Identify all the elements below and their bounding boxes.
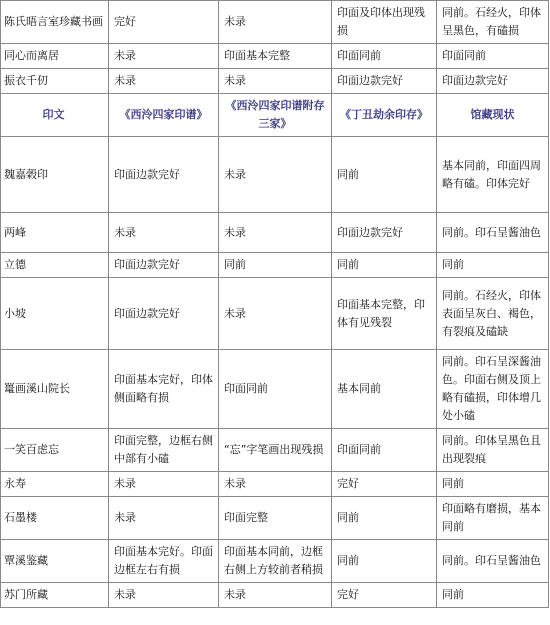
table-cell: 苏门所藏 — [1, 583, 109, 608]
table-cell: 印面完整 — [219, 497, 332, 540]
table-cell: 同前 — [437, 253, 549, 278]
header-row — [1, 94, 549, 137]
header-cell: 《西泠四家印谱附存三家》 — [219, 94, 332, 137]
table-cell: 基本同前，印面四周略有磕。印体完好 — [437, 137, 549, 213]
table-cell: 未录 — [109, 472, 219, 497]
table-cell: 同前 — [332, 540, 437, 583]
table-row — [1, 44, 549, 69]
table-cell: 永寿 — [1, 472, 109, 497]
table-cell: 完好 — [332, 583, 437, 608]
table-cell: 未录 — [219, 583, 332, 608]
table-row — [1, 497, 549, 540]
table-cell: 未录 — [219, 472, 332, 497]
table-cell: 同前 — [332, 253, 437, 278]
table-cell: 印面边款完好 — [332, 213, 437, 253]
table-cell: 印面基本完好，印体侧面略有损 — [109, 350, 219, 429]
table-cell: 魏嘉榖印 — [1, 137, 109, 213]
table-cell: 同前。印石呈酱油色 — [437, 540, 549, 583]
table-cell: 印面基本同前，边框右侧上方较前者稍损 — [219, 540, 332, 583]
table-cell: 未录 — [109, 69, 219, 94]
table-row — [1, 69, 549, 94]
table-cell: “忘”字笔画出现残损 — [219, 429, 332, 472]
table-cell: 印面边款完好 — [332, 69, 437, 94]
table-cell: 同前 — [437, 583, 549, 608]
table-cell: 印面同前 — [219, 350, 332, 429]
table-cell: 石墨楼 — [1, 497, 109, 540]
table-cell: 完好 — [332, 472, 437, 497]
table-row — [1, 583, 549, 608]
table-cell: 未录 — [219, 213, 332, 253]
header-cell: 《丁丑劫余印存》 — [332, 94, 437, 137]
table-row — [1, 472, 549, 497]
table-cell: 完好 — [109, 1, 219, 44]
table-cell: 未录 — [109, 583, 219, 608]
table-cell: 未录 — [109, 213, 219, 253]
table-cell: 印面基本完整，印体有见残裂 — [332, 278, 437, 350]
table-cell: 覃溪鉴藏 — [1, 540, 109, 583]
table-cell: 两峰 — [1, 213, 109, 253]
header-cell: 《西泠四家印谱》 — [109, 94, 219, 137]
table-cell: 同前 — [332, 497, 437, 540]
table-cell: 印面同前 — [332, 429, 437, 472]
table-row — [1, 540, 549, 583]
table-row — [1, 213, 549, 253]
table-cell: 印面基本完好。印面边框左右有损 — [109, 540, 219, 583]
table-row — [1, 429, 549, 472]
table-cell: 陈氏晤言室珍藏书画 — [1, 1, 109, 44]
table-cell: 印面边款完好 — [437, 69, 549, 94]
table-cell: 未录 — [109, 497, 219, 540]
table-cell: 基本同前 — [332, 350, 437, 429]
table-cell: 同前。石经火，印体表面呈灰白、褐色，有裂痕及磕缺 — [437, 278, 549, 350]
table-row — [1, 278, 549, 350]
table-cell: 同前 — [332, 137, 437, 213]
table-cell: 一笑百虑忘 — [1, 429, 109, 472]
header-cell: 馆藏现状 — [437, 94, 549, 137]
table-cell: 印面完整，边框右侧中部有小磕 — [109, 429, 219, 472]
table-cell: 振衣千仞 — [1, 69, 109, 94]
table-cell: 同前。印石呈深酱油色。印面右侧及顶上略有磕损，印体增几处小磕 — [437, 350, 549, 429]
table-cell: 印面同前 — [332, 44, 437, 69]
table-cell: 同前。印体呈黑色且出现裂痕 — [437, 429, 549, 472]
table-cell: 未录 — [219, 1, 332, 44]
table-cell: 未录 — [109, 44, 219, 69]
table-cell: 印面基本完整 — [219, 44, 332, 69]
table-cell: 印面略有磨损，基本同前 — [437, 497, 549, 540]
table-cell: 印面及印体出现残损 — [332, 1, 437, 44]
table-row — [1, 350, 549, 429]
table-cell: 立德 — [1, 253, 109, 278]
table-cell: 印面边款完好 — [109, 137, 219, 213]
header-cell: 印文 — [1, 94, 109, 137]
table-row — [1, 137, 549, 213]
table-row — [1, 1, 549, 44]
table-row — [1, 253, 549, 278]
table-cell: 未录 — [219, 137, 332, 213]
table-cell: 印面边款完好 — [109, 253, 219, 278]
table-cell: 鼍画溪山院长 — [1, 350, 109, 429]
table-cell: 小坡 — [1, 278, 109, 350]
table-cell: 未录 — [219, 69, 332, 94]
table-body — [1, 1, 549, 608]
table-cell: 未录 — [219, 278, 332, 350]
table-cell: 同前 — [219, 253, 332, 278]
table-cell: 同心而离居 — [1, 44, 109, 69]
table-cell: 印面边款完好 — [109, 278, 219, 350]
table-cell: 印面同前 — [437, 44, 549, 69]
table-cell: 同前 — [437, 472, 549, 497]
table-cell: 同前。石经火，印体呈黑色，有磕损 — [437, 1, 549, 44]
table-cell: 同前。印石呈酱油色 — [437, 213, 549, 253]
